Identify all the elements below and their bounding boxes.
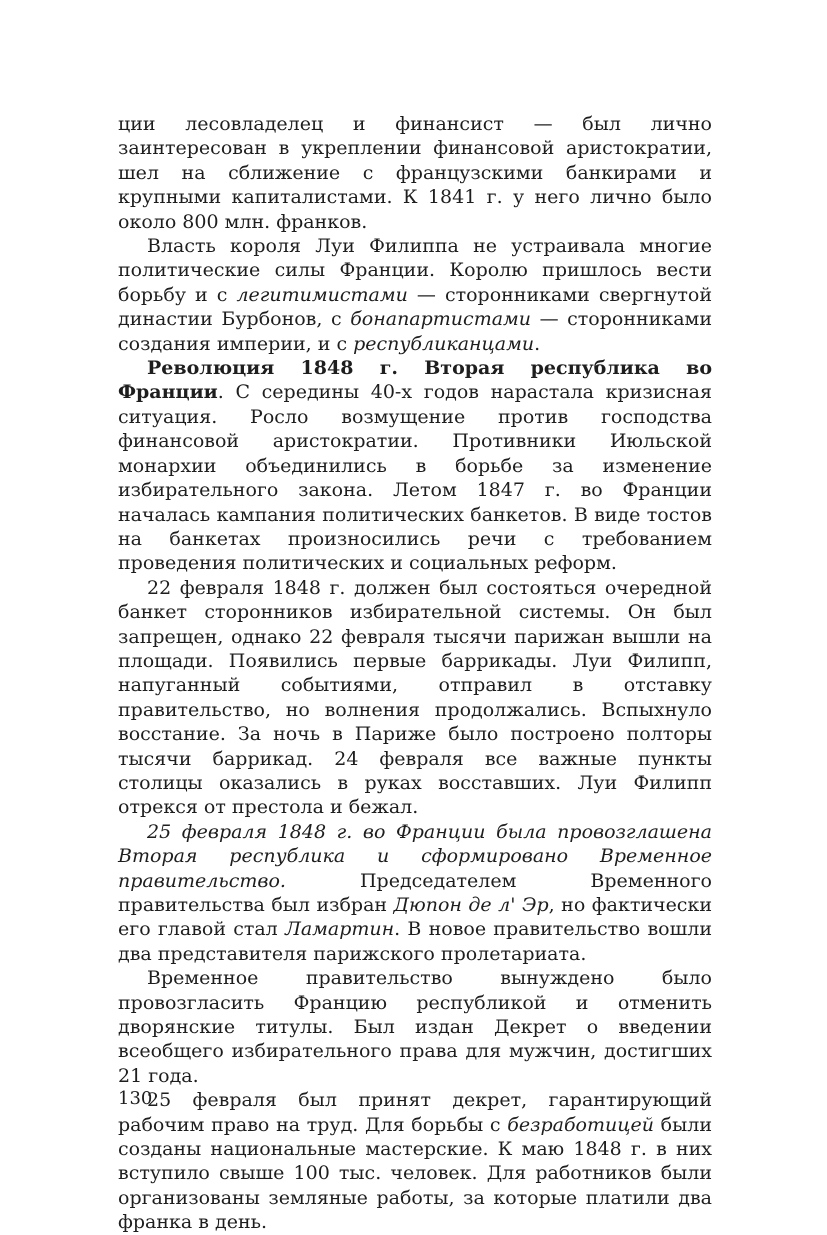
page-number: 130 xyxy=(118,1088,153,1109)
term-republicans: республиканцами xyxy=(353,332,535,355)
paragraph-2-text-2: — сторонниками свергнутой династии Бурбонов, с xyxy=(118,283,712,331)
term-bonapartists: бонапартистами xyxy=(350,308,532,331)
paragraph-2 xyxy=(118,234,712,356)
paragraph-4: 22 февраля 1848 г. должен был состояться очередной банкет сторонников избирательной системы. Он был запрещен, однако 22 февраля тысячи парижан вышли на площади. Появились первые баррикады. Луи Филипп, напуганный событиями, отправил в отставку правительство, но волнения продолжались. Вспыхнуло восстание. За ночь в Париже было построено полторы тысячи баррикад. 24 февраля все важные пункты столицы оказались в руках восставших. Луи Филипп отрекся от престола и бежал. xyxy=(118,576,712,819)
paragraph-3-text: С середины 40-х годов нарастала кризисная ситуация. Росло возмущение против господства финансовой аристократии. Противники Июльской монархии объединились в борьбе за изменение избирательного закона. Летом 1847 г. во Франции началась кампания политических банкетов. В виде тостов на банкетах произносились речи с требованием проведения политических и социальных реформ. xyxy=(118,381,712,575)
paragraph-3 xyxy=(118,356,712,576)
paragraph-2-text-3: — сторонниками создания империи, и с xyxy=(118,308,712,355)
name-lamartine: Ламартин xyxy=(284,918,395,941)
paragraph-5 xyxy=(118,820,712,966)
paragraph-5-text-3: . В новое правительство вошли два представителя парижского пролетариата. xyxy=(118,918,712,965)
term-unemployment: безработицей xyxy=(507,1113,654,1136)
paragraph-2-text-4: . xyxy=(534,332,541,355)
section-heading-period: . xyxy=(217,381,224,404)
section-heading: Революция 1848 г. Вторая республика во Франции xyxy=(118,357,712,404)
paragraph-7-text-2: были созданы национальные мастерские. К маю 1848 г. в них вступило свыше 100 тыс. человек. Для работников были организованы земляные работы, за которые платили два франка в день. xyxy=(118,1113,712,1234)
paragraph-5-text-1: Председателем Временного правительства был избран xyxy=(118,869,712,916)
paragraph-7 xyxy=(118,1088,712,1234)
paragraph-1: ции лесовладелец и финансист — был лично заинтересован в укреплении финансовой аристократии, шел на сближение с французскими банкирами и крупными капиталистами. К 1841 г. у него лично было около 800 млн. франков. xyxy=(118,113,712,233)
paragraph-7-text-1: 25 февраля был принят декрет, гарантирующий рабочим право на труд. Для борьбы с xyxy=(118,1089,712,1136)
term-legitimists: легитимистами xyxy=(236,283,408,306)
key-statement: 25 февраля 1848 г. во Франции была провозглашена Вторая республика и сформировано Временное правительство. xyxy=(118,820,712,892)
page-body xyxy=(118,112,712,1235)
paragraph-2-text-1: Власть короля Луи Филиппа не устраивала многие политические силы Франции. Королю пришлось вести борьбу и с xyxy=(118,235,712,306)
name-dupont: Дюпон де л' Эр xyxy=(393,894,549,916)
paragraph-5-text-2: , но фактически его главой стал xyxy=(118,894,712,941)
paragraph-6: Временное правительство вынуждено было провозгласить Францию республикой и отменить дворянские титулы. Был издан Декрет о введении всеобщего избирательного права для мужчин, достигших 21 года. xyxy=(118,967,712,1087)
